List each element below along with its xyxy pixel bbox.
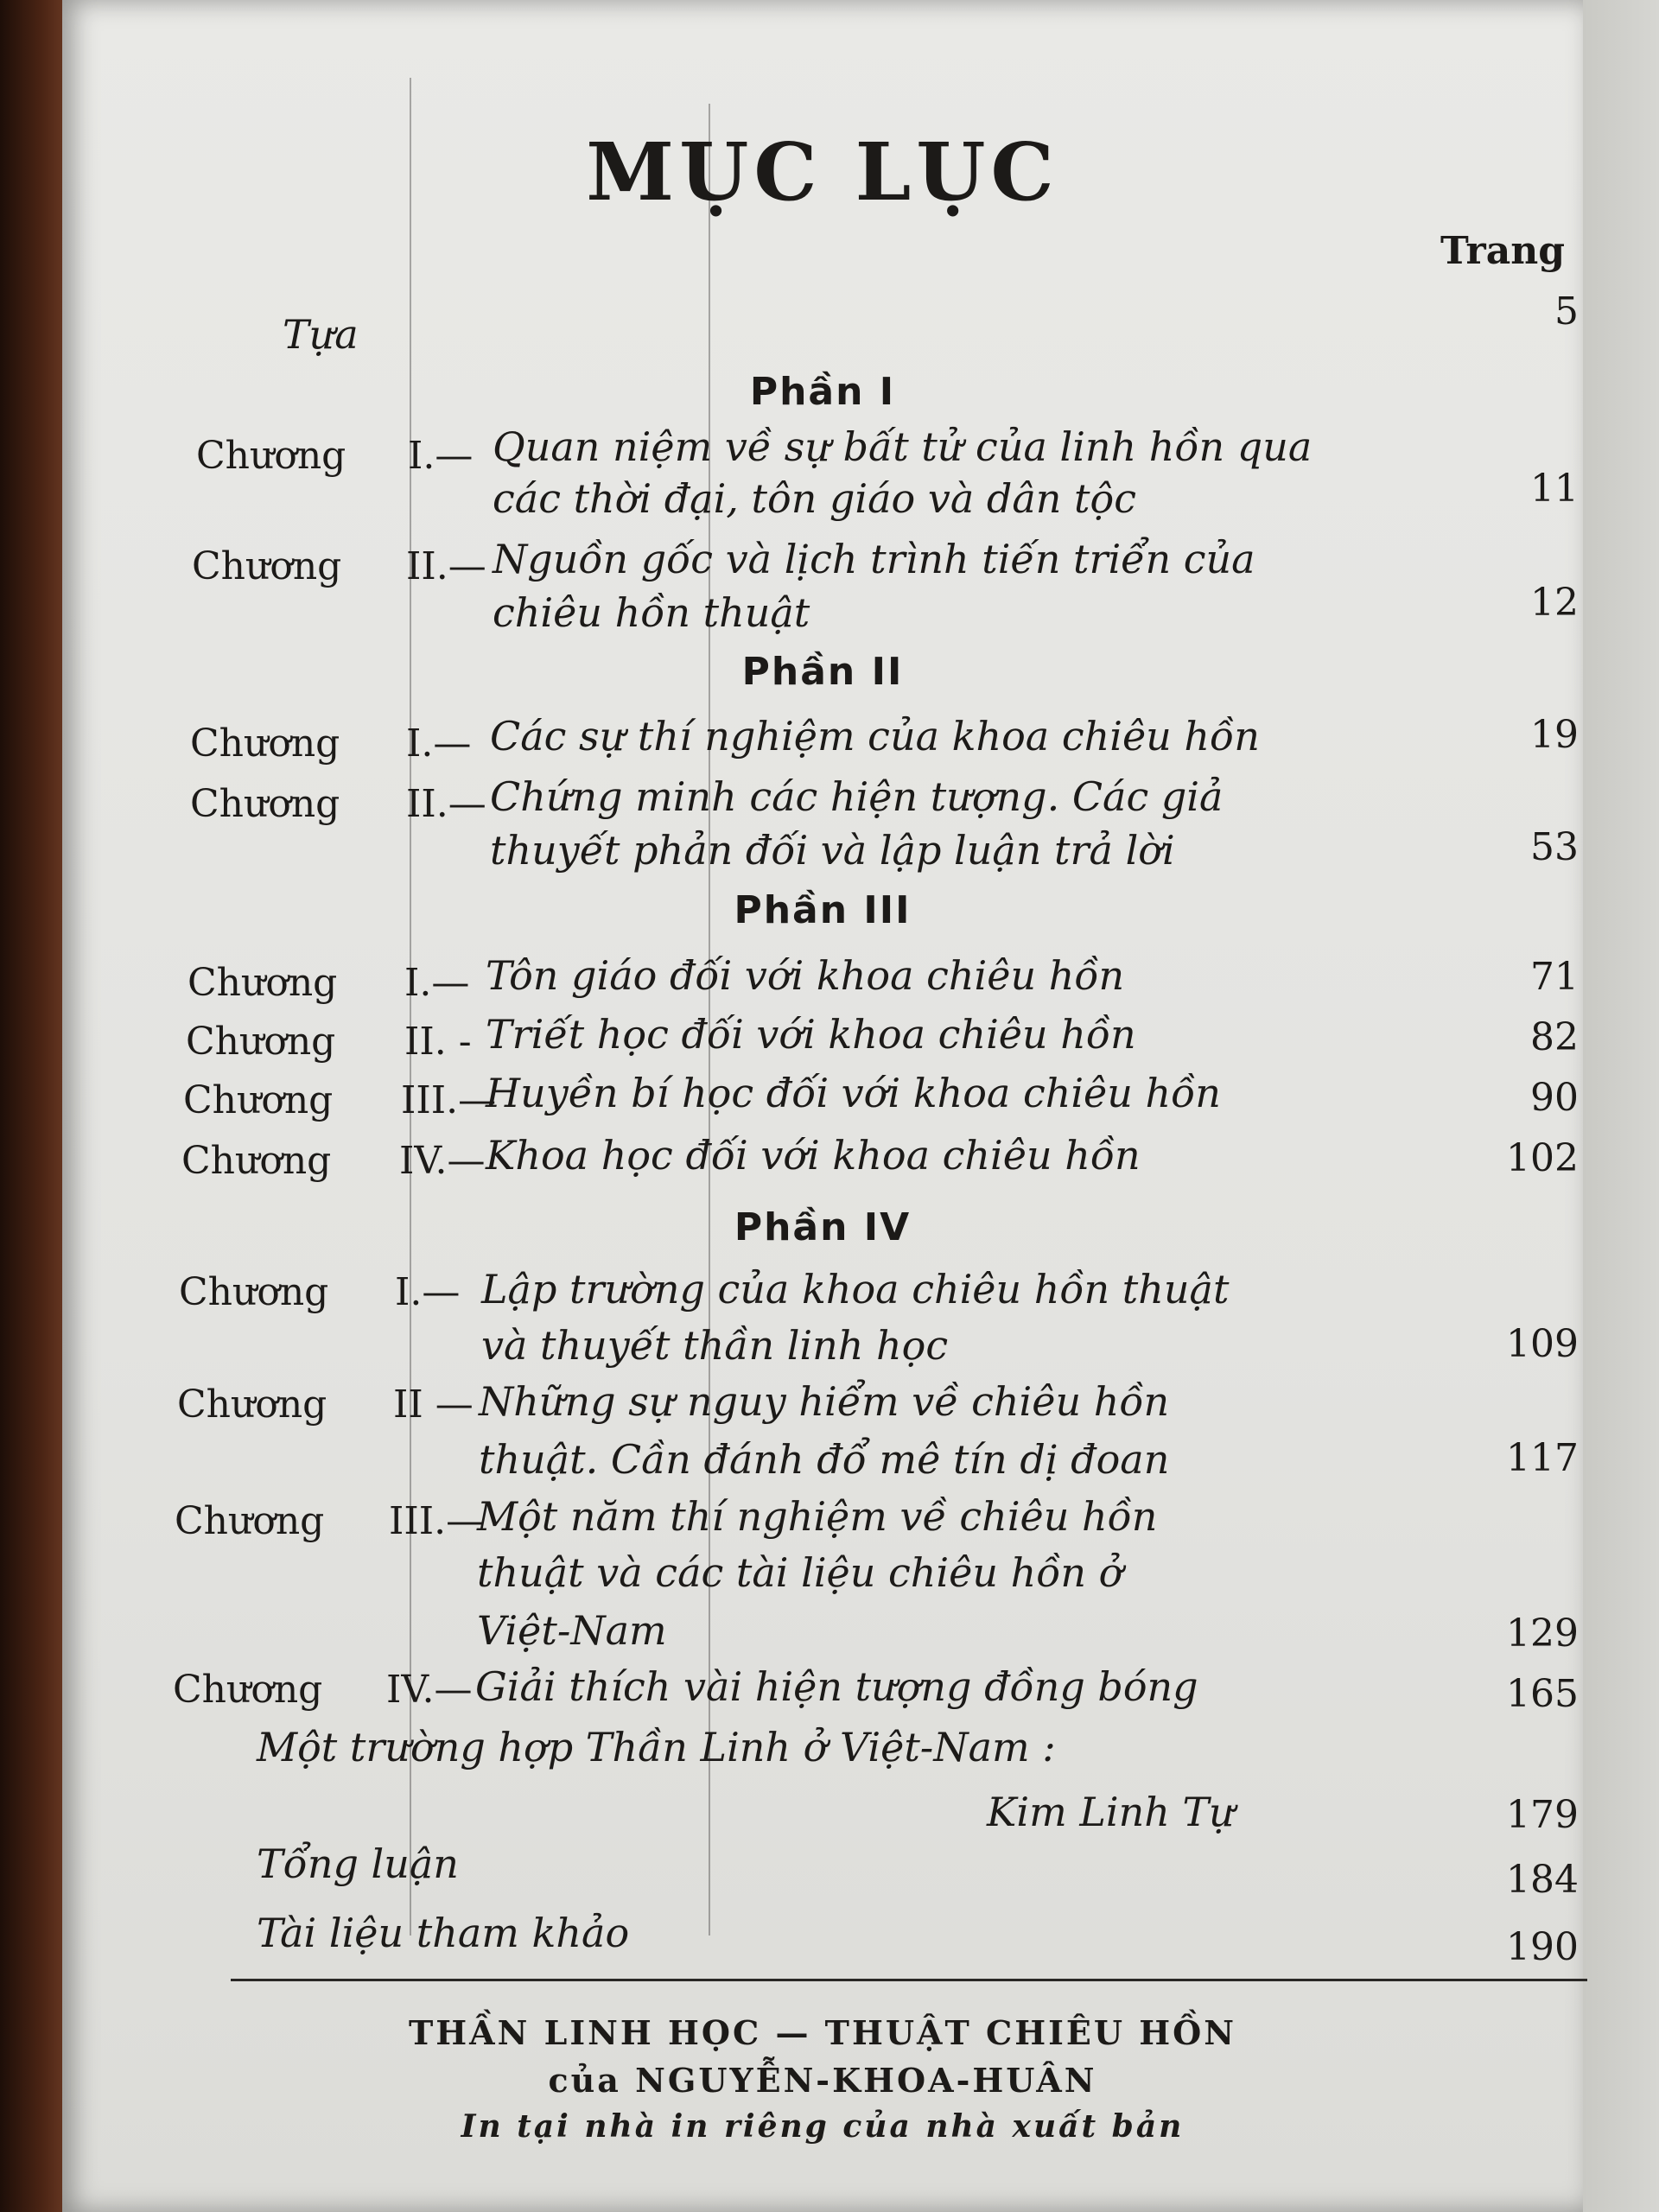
section-heading-4: Phần IV: [734, 1205, 912, 1249]
chapter-label: Chương: [186, 1020, 336, 1064]
chapter-title-line: Tôn giáo đối với khoa chiêu hồn: [486, 952, 1125, 999]
chapter-number: III.—: [389, 1499, 485, 1543]
chapter-number: IV.—: [386, 1668, 473, 1712]
chapter-page: 71: [1530, 955, 1579, 999]
chapter-label: Chương: [190, 782, 340, 826]
chapter-page: 117: [1506, 1436, 1579, 1480]
chapter-title-line: Nguồn gốc và lịch trình tiến triển của: [493, 536, 1255, 582]
entry-title-line: Một trường hợp Thần Linh ở Việt-Nam :: [257, 1724, 1056, 1770]
divider-rule: [231, 1979, 1587, 1981]
chapter-label: Chương: [177, 1382, 327, 1427]
chapter-label: Chương: [192, 544, 342, 588]
entry-page: 190: [1506, 1925, 1579, 1969]
chapter-number: I.—: [408, 434, 474, 478]
chapter-page: 11: [1530, 467, 1579, 511]
chapter-title-line: các thời đại, tôn giáo và dân tộc: [493, 475, 1136, 522]
chapter-title-line: Lập trường của khoa chiêu hồn thuật: [481, 1266, 1230, 1313]
chapter-page: 102: [1506, 1136, 1579, 1180]
preface-label: Tựa: [283, 311, 359, 358]
chapter-title-line: thuật. Cần đánh đổ mê tín dị đoan: [479, 1436, 1170, 1483]
chapter-title-line: thuyết phản đối và lập luận trả lời: [490, 827, 1175, 874]
chapter-page: 82: [1530, 1015, 1579, 1059]
chapter-title-line: Chứng minh các hiện tượng. Các giả: [490, 773, 1224, 820]
chapter-number: II. -: [404, 1020, 472, 1064]
chapter-page: 53: [1530, 825, 1579, 869]
chapter-number: II —: [393, 1382, 474, 1427]
entry-title-line: Kim Linh Tự: [987, 1789, 1235, 1835]
chapter-title-line: Những sự nguy hiểm về chiêu hồn: [479, 1378, 1170, 1425]
bleed-line-left: [410, 78, 411, 1936]
section-heading-3: Phần III: [734, 888, 912, 932]
chapter-label: Chương: [175, 1499, 325, 1543]
chapter-label: Chương: [183, 1078, 334, 1122]
chapter-number: I.—: [406, 721, 472, 766]
chapter-page: 129: [1506, 1611, 1579, 1656]
chapter-title-line: chiêu hồn thuật: [493, 589, 810, 636]
book-binding: [0, 0, 69, 2212]
imprint-printer: In tại nhà in riêng của nhà xuất bản: [461, 2108, 1185, 2145]
chapter-page: 109: [1506, 1322, 1579, 1366]
chapter-title-line: Khoa học đối với khoa chiêu hồn: [486, 1132, 1141, 1179]
chapter-label: Chương: [196, 434, 346, 478]
chapter-label: Chương: [173, 1668, 323, 1712]
entry-title-line: Tài liệu tham khảo: [257, 1910, 630, 1956]
chapter-page: 165: [1506, 1672, 1579, 1716]
entry-title-line: Tổng luận: [257, 1840, 459, 1887]
chapter-number: II.—: [406, 782, 486, 826]
chapter-title-line: Huyền bí học đối với khoa chiêu hồn: [486, 1070, 1221, 1116]
chapter-page: 12: [1530, 581, 1579, 625]
chapter-label: Chương: [190, 721, 340, 766]
chapter-title-line: Một năm thí nghiệm về chiêu hồn: [477, 1493, 1158, 1540]
page-title: MỤC LỤC: [586, 125, 1059, 219]
chapter-title-line: và thuyết thần linh học: [481, 1322, 949, 1369]
chapter-number: III.—: [401, 1078, 497, 1122]
chapter-number: II.—: [406, 544, 486, 588]
chapter-label: Chương: [179, 1270, 329, 1314]
chapter-number: IV.—: [399, 1139, 486, 1183]
chapter-title-line: Triết học đối với khoa chiêu hồn: [486, 1011, 1136, 1058]
book-page: [62, 0, 1583, 2212]
chapter-title-line: thuật và các tài liệu chiêu hồn ở: [477, 1549, 1123, 1596]
entry-page: 184: [1506, 1858, 1579, 1902]
chapter-title-line: Giải thích vài hiện tượng đồng bóng: [475, 1663, 1198, 1710]
chapter-page: 19: [1530, 713, 1579, 757]
chapter-label: Chương: [188, 961, 338, 1005]
preface-page: 5: [1554, 289, 1579, 334]
entry-page: 179: [1506, 1793, 1579, 1837]
page-column-header: Trang: [1440, 229, 1565, 273]
section-heading-1: Phần I: [749, 370, 896, 414]
section-heading-2: Phần II: [741, 650, 904, 694]
chapter-number: I.—: [404, 961, 470, 1005]
chapter-number: I.—: [395, 1270, 461, 1314]
chapter-page: 90: [1530, 1076, 1579, 1120]
imprint-author: của NGUYỄN-KHOA-HUÂN: [548, 2061, 1097, 2100]
chapter-label: Chương: [181, 1139, 332, 1183]
chapter-title-line: Việt-Nam: [477, 1607, 667, 1654]
chapter-title-line: Quan niệm về sự bất tử của linh hồn qua: [493, 423, 1313, 470]
imprint-title: THẦN LINH HỌC — THUẬT CHIÊU HỒN: [408, 2013, 1236, 2052]
next-page-edge: [1583, 0, 1659, 2212]
chapter-title-line: Các sự thí nghiệm của khoa chiêu hồn: [490, 713, 1260, 760]
